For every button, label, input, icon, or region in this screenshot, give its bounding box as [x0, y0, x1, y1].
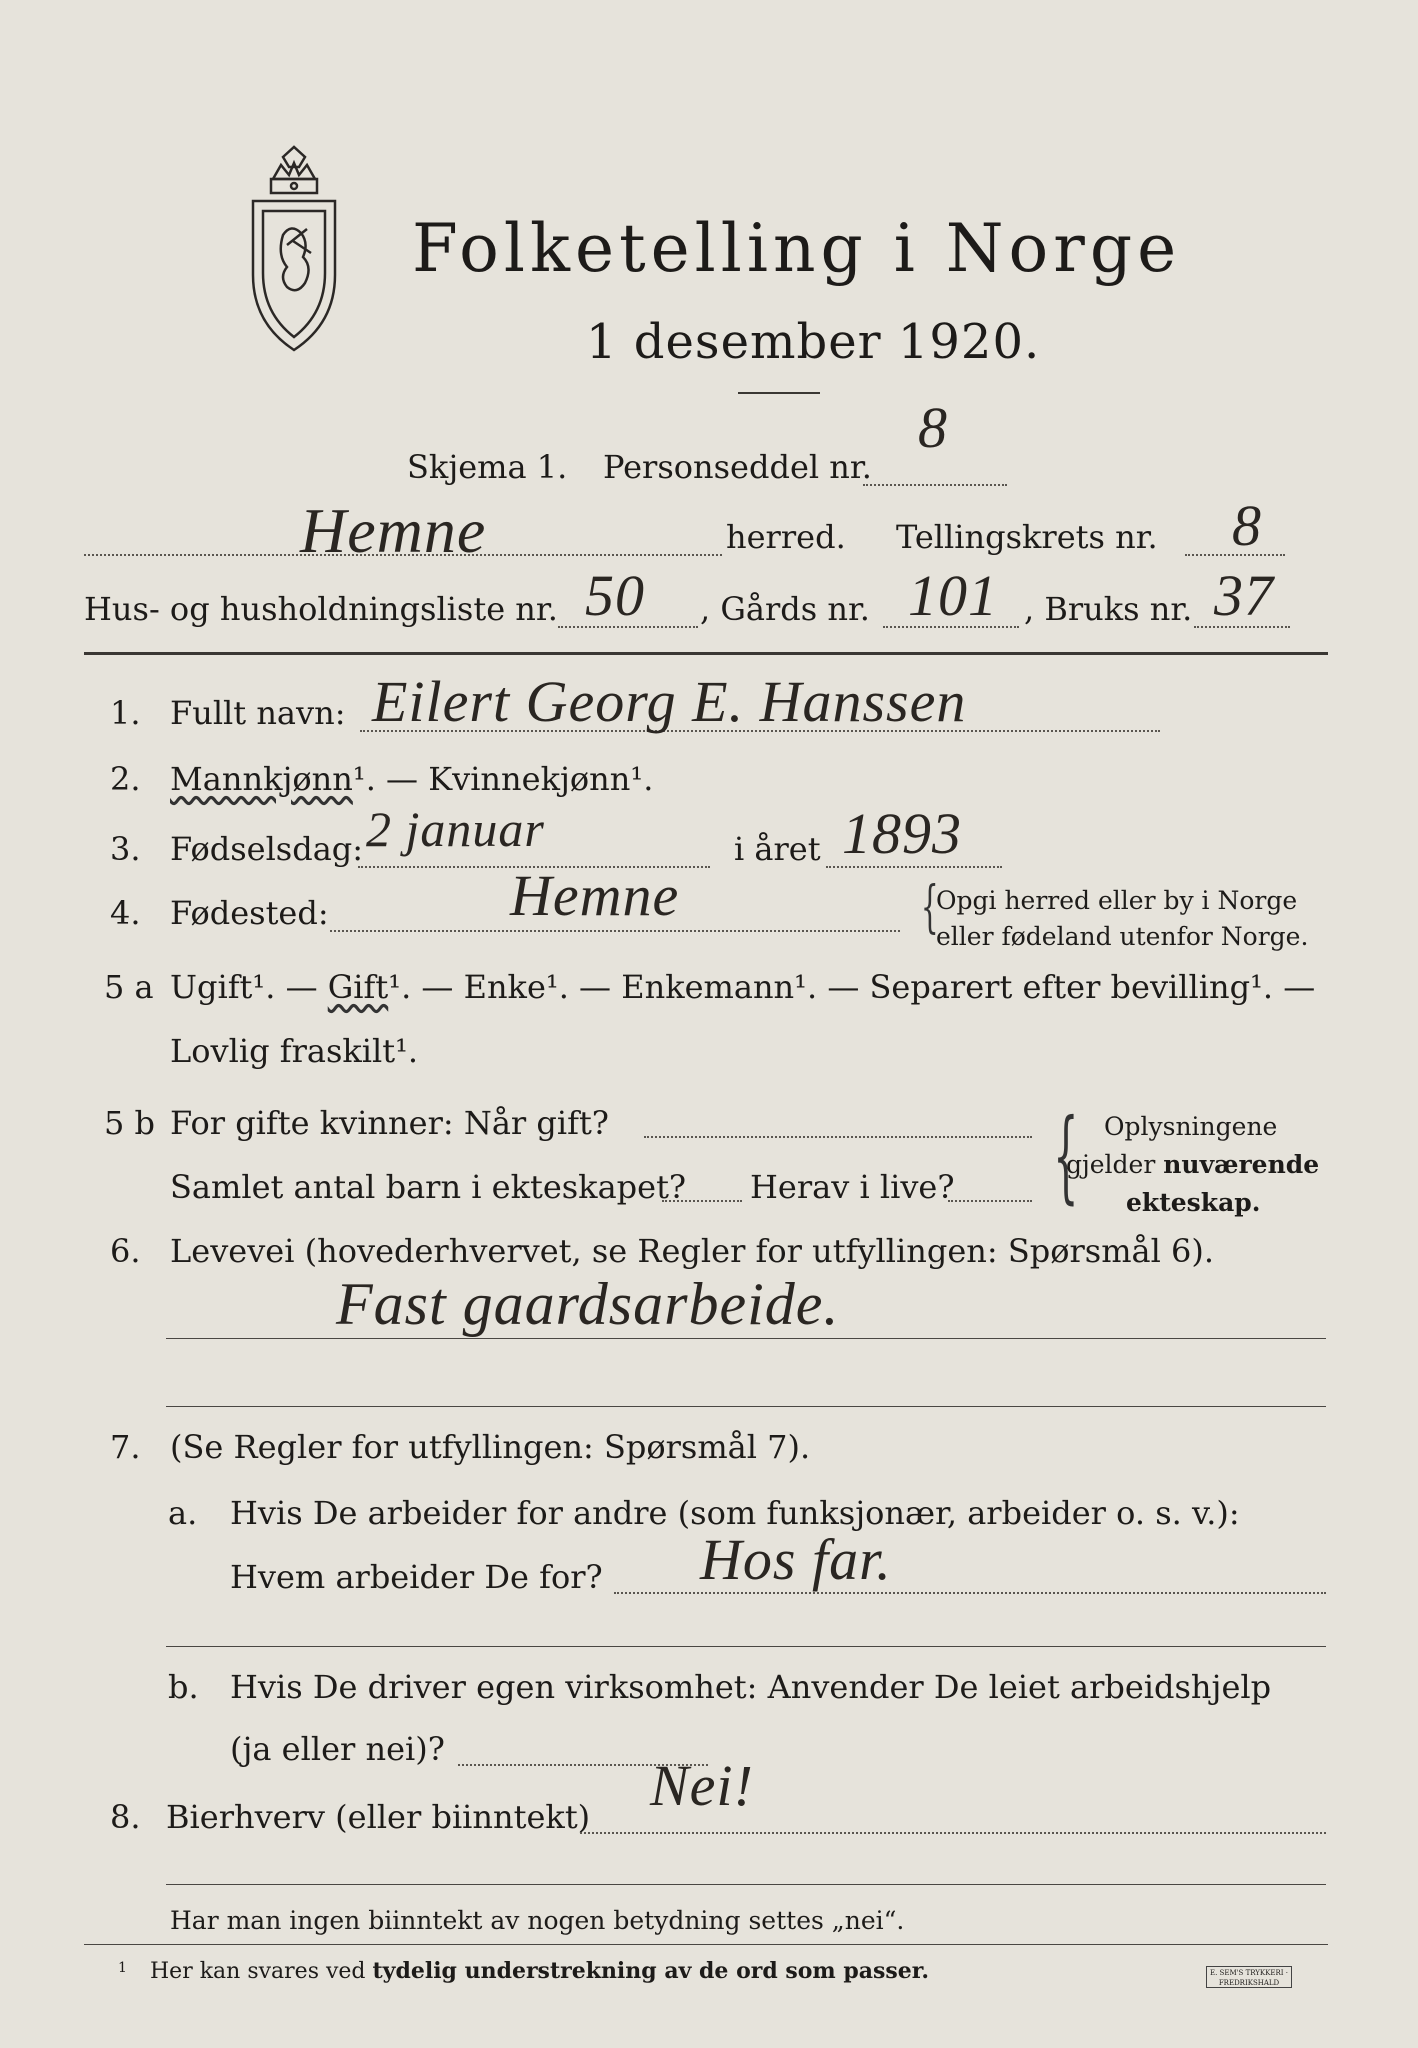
q3-date-value: 2 januar: [366, 801, 545, 857]
q3-year-value: 1893: [842, 801, 962, 866]
q6-label: Levevei (hovederhvervet, se Regler for utfyllingen: Spørsmål 6).: [170, 1232, 1215, 1270]
q6-value: Fast gaardsarbeide.: [336, 1271, 840, 1337]
q4-note-line2: eller fødeland utenfor Norge.: [936, 922, 1309, 951]
q7b-question: (ja eller nei)?: [230, 1730, 445, 1768]
q2-kvinne-option: Kvinnekjønn: [428, 760, 631, 798]
q6-number: 6.: [110, 1232, 141, 1270]
q6-field-line2: [166, 1406, 1326, 1407]
header-separator: [84, 652, 1328, 655]
q3-year-label: i året: [734, 830, 821, 868]
q5b-note-line2: gjelder nuværende: [1066, 1150, 1320, 1179]
bruks-label: , Bruks nr.: [1024, 590, 1193, 628]
q5b-note-line3: ekteskap.: [1126, 1188, 1261, 1217]
herred-value: Hemne: [300, 495, 487, 566]
q7b-text: Hvis De driver egen virksomhet: Anvender De leiet arbeidshjelp: [230, 1668, 1272, 1706]
footnote: Her kan svares ved tydelig understrekning av de ord som passer.: [150, 1958, 930, 1984]
q5a-options: Ugift¹. — Gift¹. — Enke¹. — Enkemann¹. — Separert efter bevilling¹. —: [170, 968, 1316, 1006]
printer-mark: E. SEM'S TRYKKERI · FREDRIKSHALD: [1206, 1966, 1292, 1988]
q8-label: Bierhverv (eller biinntekt): [166, 1798, 591, 1836]
hus-value: 50: [585, 563, 645, 628]
form-title: Folketelling i Norge: [412, 210, 1182, 287]
coat-of-arms-icon: [243, 145, 345, 355]
q5a-line2: Lovlig fraskilt¹.: [170, 1032, 419, 1070]
q8-field-line2: [166, 1884, 1326, 1885]
tellingskrets-value: 8: [1232, 493, 1262, 558]
q1-label: Fullt navn:: [170, 694, 346, 732]
q6-field-line1: [166, 1338, 1326, 1339]
q4-field-line: [330, 930, 900, 932]
q7-number: 7.: [110, 1428, 141, 1466]
q5b-live-label: Herav i live?: [750, 1168, 955, 1206]
q7a-question: Hvem arbeider De for?: [230, 1558, 603, 1596]
q3-label: Fødselsdag:: [170, 830, 364, 868]
q5b-note-brace: {: [1053, 1097, 1079, 1214]
hus-label: Hus- og husholdningsliste nr.: [84, 590, 558, 628]
q7a-field-line2: [166, 1646, 1326, 1647]
footnote-divider: [84, 1944, 1328, 1945]
q7a-letter: a.: [168, 1494, 198, 1532]
q8-field-line: [580, 1832, 1326, 1834]
schema-label: Skjema 1.: [407, 448, 568, 486]
personseddel-field-line: [863, 484, 1007, 486]
q7a-value: Hos far.: [700, 1527, 892, 1592]
q4-label: Fødested:: [170, 894, 329, 932]
q1-value: Eilert Georg E. Hanssen: [372, 669, 967, 734]
q4-value: Hemne: [510, 863, 680, 928]
footnote-mark: 1: [118, 1960, 127, 1976]
census-date: 1 desember 1920.: [586, 314, 1041, 370]
q4-note-brace: {: [920, 875, 939, 940]
q5b-nar-gift-field-line: [644, 1136, 1032, 1138]
personseddel-value: 8: [918, 395, 948, 460]
gards-value: 101: [908, 563, 998, 628]
q7-label: (Se Regler for utfyllingen: Spørsmål 7).: [170, 1428, 811, 1466]
q5b-number: 5 b: [104, 1104, 156, 1142]
q2-number: 2.: [110, 760, 141, 798]
q3-number: 3.: [110, 830, 141, 868]
q2-options: Mannkjønn¹. — Kvinnekjønn¹.: [170, 760, 654, 798]
tellingskrets-label: Tellingskrets nr.: [896, 518, 1158, 556]
personseddel-label: Personseddel nr.: [603, 448, 872, 486]
q7b-letter: b.: [168, 1668, 199, 1706]
q4-note-line1: Opgi herred eller by i Norge: [936, 886, 1298, 915]
q5b-note-line1: Oplysningene: [1104, 1112, 1278, 1141]
q5b-barn-field-line: [662, 1200, 742, 1202]
q7a-text: Hvis De arbeider for andre (som funksjonær, arbeider o. s. v.):: [230, 1494, 1240, 1532]
q5a-number: 5 a: [104, 968, 154, 1006]
q4-number: 4.: [110, 894, 141, 932]
q5b-barn-label: Samlet antal barn i ekteskapet?: [170, 1168, 687, 1206]
q5a-gift-option: Gift: [327, 968, 389, 1006]
q1-number: 1.: [110, 694, 141, 732]
q8-value: Nei!: [650, 1753, 754, 1818]
herred-label: herred.: [726, 518, 846, 556]
q2-mann-option: Mannkjønn: [170, 760, 353, 798]
title-divider: [738, 392, 820, 394]
footer-note: Har man ingen biinntekt av nogen betydning settes „nei“.: [170, 1906, 905, 1935]
q8-number: 8.: [110, 1798, 141, 1836]
q5b-live-field-line: [948, 1200, 1032, 1202]
gards-label: , Gårds nr.: [700, 590, 870, 628]
bruks-value: 37: [1214, 563, 1274, 628]
q5b-label: For gifte kvinner: Når gift?: [170, 1104, 609, 1142]
